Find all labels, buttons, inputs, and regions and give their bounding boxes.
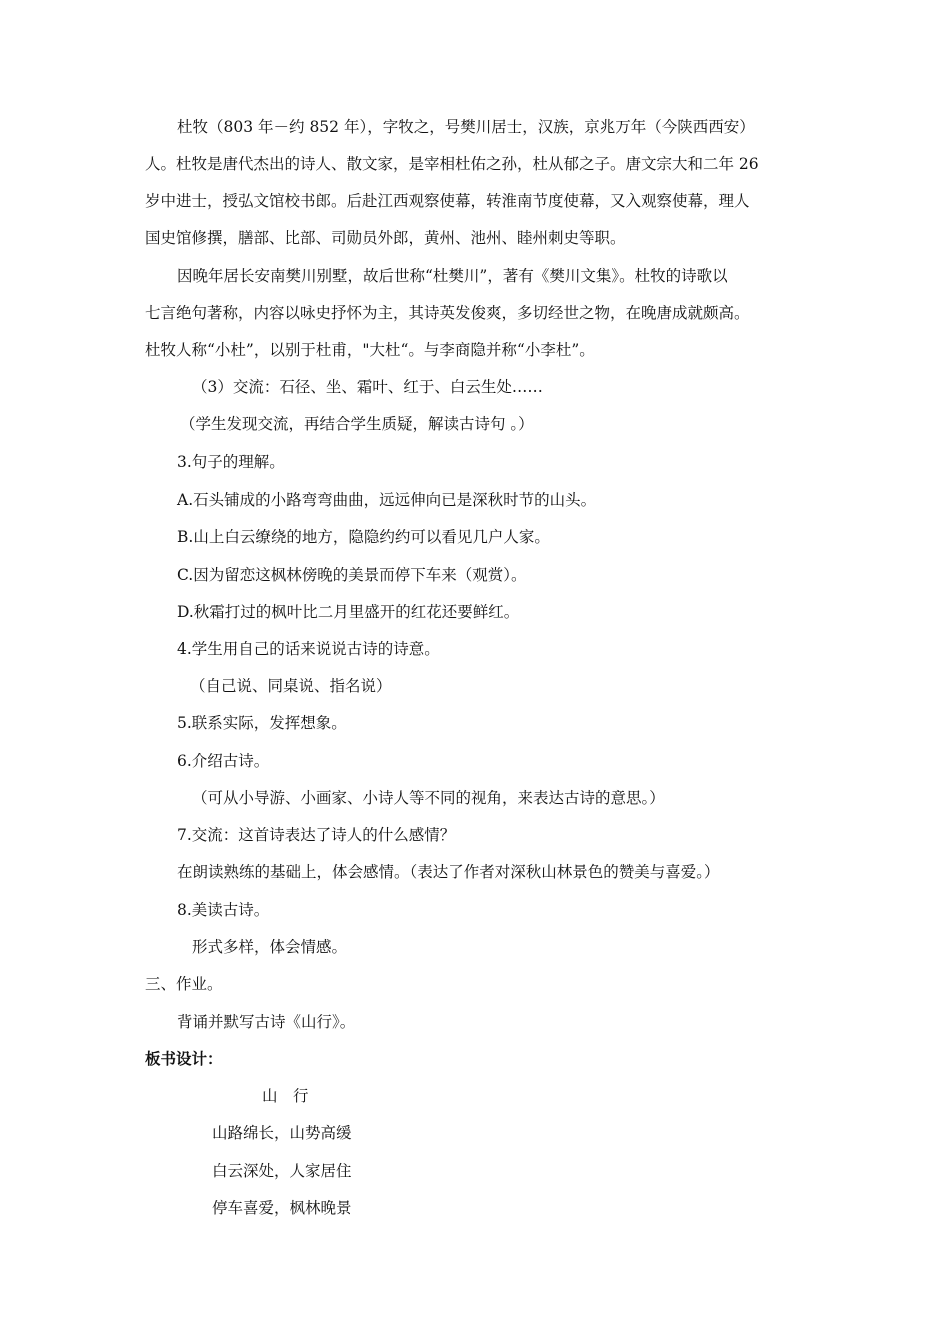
board-line-2: 白云深处，人家居住: [212, 1162, 352, 1180]
step-3-d: D.秋霜打过的枫叶比二月里盛开的红花还要鲜红。: [177, 603, 520, 621]
step-3-c: C.因为留恋这枫林傍晚的美景而停下车来（观赏）。: [177, 566, 527, 584]
board-line-3: 停车喜爱，枫林晚景: [212, 1199, 352, 1217]
step-7-note: 在朗读熟练的基础上，体会感情。（表达了作者对深秋山林景色的赞美与喜爱。）: [177, 863, 720, 881]
step-4-title: 4.学生用自己的话来说说古诗的诗意。: [177, 640, 440, 658]
bio-line-5: 因晚年居长安南樊川别墅，故后世称“杜樊川”，著有《樊川文集》。杜牧的诗歌以: [177, 267, 728, 285]
bio-line-2: 人。杜牧是唐代杰出的诗人、散文家，是宰相杜佑之孙，杜从郁之子。唐文宗大和二年 26: [145, 155, 759, 173]
step-8-title: 8.美读古诗。: [177, 901, 270, 919]
homework-heading: 三、作业。: [145, 975, 223, 993]
step-8-note: 形式多样，体会情感。: [192, 938, 348, 956]
step-7-title: 7.交流：这首诗表达了诗人的什么感情？: [177, 826, 456, 844]
exchange-3-note: （学生发现交流，再结合学生质疑，解读古诗句 。）: [180, 415, 534, 433]
step-3-a: A.石头铺成的小路弯弯曲曲，远远伸向已是深秋时节的山头。: [177, 491, 597, 509]
step-6-title: 6.介绍古诗。: [177, 752, 270, 770]
board-line-1: 山路绵长，山势高缓: [212, 1124, 352, 1142]
board-heading: 板书设计：: [145, 1050, 223, 1068]
step-6-note: （可从小导游、小画家、小诗人等不同的视角，来表达古诗的意思。）: [192, 789, 665, 807]
bio-line-1: 杜牧（803 年－约 852 年），字牧之，号樊川居士，汉族，京兆万年（今陕西西安）: [177, 118, 755, 136]
exchange-3: （3）交流：石径、坐、霜叶、红于、白云生处……: [192, 378, 543, 396]
step-3-b: B.山上白云缭绕的地方，隐隐约约可以看见几户人家。: [177, 528, 550, 546]
bio-line-7: 杜牧人称“小杜”，以别于杜甫，"大杜“。与李商隐并称“小李杜”。: [145, 341, 595, 359]
step-5-title: 5.联系实际，发挥想象。: [177, 714, 347, 732]
bio-line-4: 国史馆修撰，膳部、比部、司勋员外郎，黄州、池州、睦州刺史等职。: [145, 229, 626, 247]
step-3-title: 3.句子的理解。: [177, 453, 285, 471]
step-4-note: （自己说、同桌说、指名说）: [190, 677, 392, 695]
bio-line-3: 岁中进士，授弘文馆校书郎。后赴江西观察使幕，转淮南节度使幕，又入观察使幕，理人: [145, 192, 750, 210]
homework-text: 背诵并默写古诗《山行》。: [177, 1013, 356, 1031]
bio-line-6: 七言绝句著称，内容以咏史抒怀为主，其诗英发俊爽，多切经世之物，在晚唐成就颇高。: [145, 304, 750, 322]
board-title: 山 行: [262, 1087, 309, 1105]
